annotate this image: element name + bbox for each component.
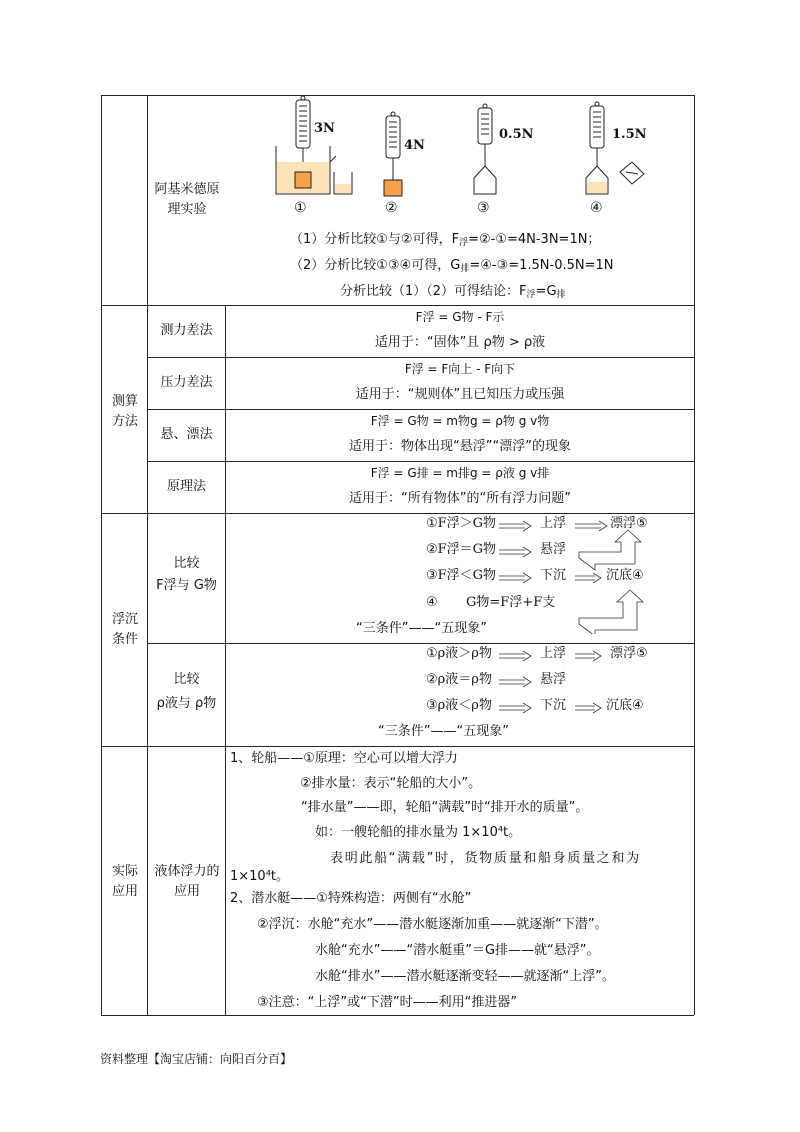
method-note-2: 适用于：“规则体”且已知压力或压强 [355, 387, 565, 402]
page-footer: 资料整理【淘宝店铺：向阳百分百】 [100, 1052, 293, 1066]
overflow-cup-1 [334, 172, 352, 194]
c2-result-suspend: 悬浮 [540, 672, 567, 687]
app-line-3: “排水量”——即，轮船“满载”时“排开水的质量”。 [301, 800, 589, 815]
method-name-2: 压力差法 [160, 375, 213, 390]
step-mark-1: ① [294, 200, 307, 216]
app-line-10: 水舱“排水”——潜水艇逐渐变轻——就逐渐“上浮”。 [315, 969, 615, 984]
c1-arrows [495, 514, 645, 634]
app-line-9: 水舱“充水”——“潜水艇重”＝G排——就“悬浮”。 [315, 943, 600, 958]
step-mark-3: ③ [477, 200, 490, 216]
spring-scale-1 [296, 96, 310, 172]
application-group-label: 实际应用 [111, 864, 138, 899]
method-name-1: 测力差法 [160, 323, 213, 338]
method-formula-4: F浮 = G排 = m排g = ρ液 g v排 [370, 466, 550, 480]
c1-result-rise: 上浮 [540, 516, 567, 531]
spring-scale-2 [384, 112, 402, 196]
c2-summary: “三条件”——“五现象” [378, 724, 509, 739]
sinkfloat-group-label: 浮沉条件 [111, 612, 138, 647]
reading-3: 0.5N [499, 127, 534, 142]
app-line-5: 表明此船“满载”时，货物质量和船身质量之和为 [330, 851, 641, 866]
archimedes-analysis-2: （2）分析比较①③④可得，$G_排=④-③=1.5N-0.5N=1N$ [290, 258, 614, 274]
app-line-2: ②排水量：表示“轮船的大小”。 [300, 776, 482, 791]
method-formula-2: F浮 = F向上 - F向下 [404, 362, 516, 376]
c1-condition-1: ①F浮＞G物 [426, 516, 497, 531]
method-formula-3: F浮 = G物 = m物g = ρ物 g v物 [370, 414, 550, 428]
method-note-1: 适用于：“固体”且 ρ物 > ρ液 [374, 335, 546, 350]
archimedes-analysis-1: （1）分析比较①与②可得，$F_浮=②-①=4N-3N=1N$； [290, 232, 601, 248]
c2-arrows [495, 644, 605, 724]
app-line-8: ②浮沉：水舱“充水”——潜水艇逐渐加重——就逐渐“下潜”。 [257, 917, 608, 932]
application-row-label: 液体浮力的应用 [154, 864, 220, 899]
c2-condition-1: ①ρ液＞ρ物 [426, 646, 492, 661]
c1-condition-2: ②F浮＝G物 [426, 542, 497, 557]
c2-result-sink: 下沉 [540, 698, 567, 713]
step-mark-2: ② [385, 200, 398, 216]
c2-result-rise: 上浮 [540, 646, 567, 661]
methods-group-label: 测算方法 [111, 394, 138, 429]
archimedes-conclusion: 分析比较（1）（2）可得结论：$F_浮=G_排$ [340, 284, 566, 300]
c1-result-suspend: 悬浮 [540, 542, 567, 557]
compare2-label-a: 比较 [173, 672, 200, 687]
c1-summary: “三条件”——“五现象” [356, 621, 487, 636]
compare2-label-b: ρ液与 ρ物 [156, 696, 217, 711]
c2-condition-3: ③ρ液＜ρ物 [426, 698, 492, 713]
compare1-label-b: F浮与 G物 [156, 578, 217, 593]
c1-condition-4-mark: ④ [426, 595, 438, 610]
step-mark-4: ④ [590, 200, 603, 216]
c2-result-float: 漂浮⑤ [610, 646, 648, 661]
c1-result-sink: 下沉 [540, 568, 567, 583]
c1-condition-4: G物=F浮+F支 [466, 595, 556, 610]
app-line-11: ③注意：“上浮”或“下潜”时——利用“推进器” [257, 995, 518, 1010]
app-line-7: 2、潜水艇——①特殊构造：两侧有“水舱” [230, 891, 472, 906]
spring-scale-3 [474, 104, 496, 194]
method-formula-1: F浮 = G物 - F示 [415, 310, 505, 324]
reading-4: 1.5N [612, 127, 647, 142]
app-line-1: 1、轮船——①原理：空心可以增大浮力 [230, 751, 458, 766]
c2-result-bottom: 沉底④ [606, 698, 644, 713]
archimedes-row-label: 阿基米德原理实验 [154, 182, 220, 217]
c1-result-float: 漂浮⑤ [610, 516, 648, 531]
reading-1: 3N [314, 121, 335, 136]
method-note-3: 适用于：物体出现“悬浮”“漂浮”的现象 [349, 439, 571, 454]
app-line-4: 如：一艘轮船的排水量为 1×10⁴t。 [315, 825, 522, 840]
app-line-6: 1×10⁴t。 [230, 869, 290, 884]
method-note-4: 适用于：“所有物体”的“所有浮力问题” [349, 491, 571, 506]
beaker-1 [276, 146, 336, 194]
spring-scale-4 [586, 102, 644, 194]
c1-result-bottom: 沉底④ [606, 568, 644, 583]
c1-condition-3: ③F浮＜G物 [426, 568, 497, 583]
c2-condition-2: ②ρ液＝ρ物 [426, 672, 492, 687]
method-name-3: 悬、漂法 [160, 427, 213, 442]
compare1-label-a: 比较 [173, 556, 200, 571]
method-name-4: 原理法 [166, 479, 206, 494]
reading-2: 4N [404, 138, 425, 153]
